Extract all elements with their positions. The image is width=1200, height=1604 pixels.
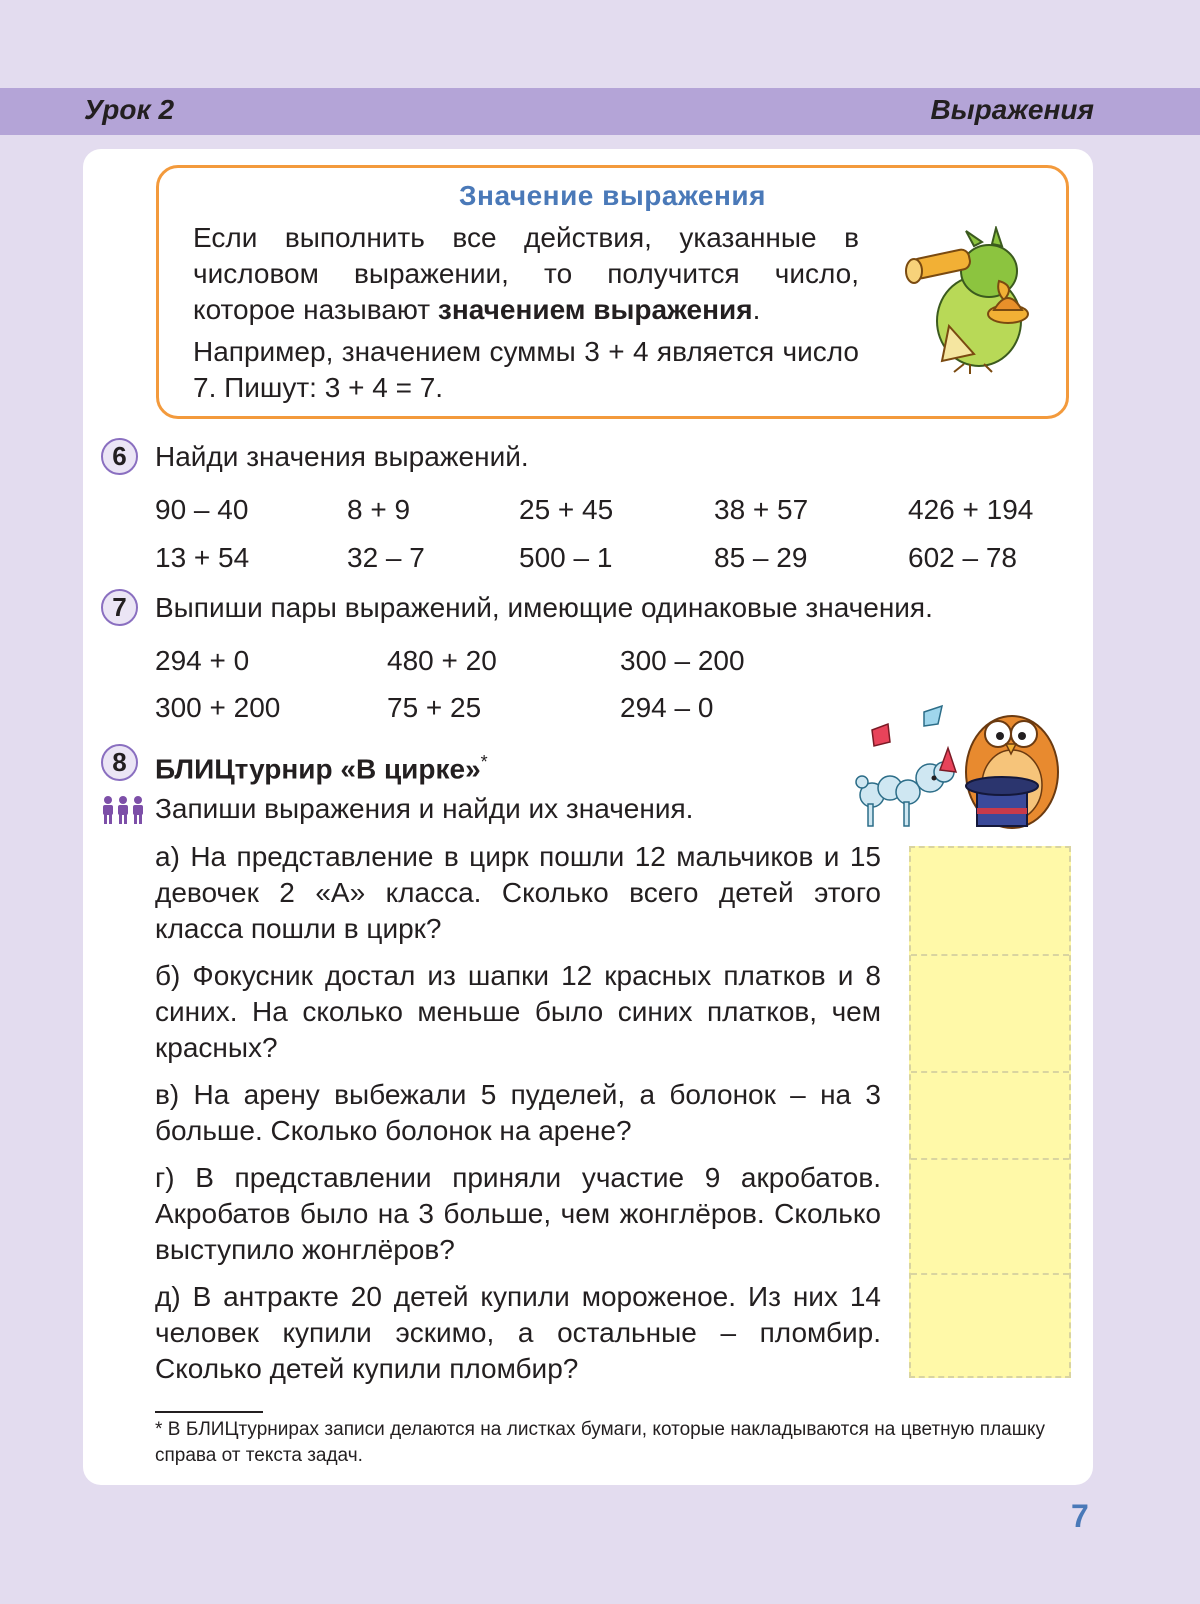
task-8-problem-e: д) В антракте 20 детей купили мороженое. Из них 14 человек купили эскимо, а остальные – пломбир. Сколько детей купили пломбир? (155, 1281, 881, 1384)
task-6-number: 6 (101, 438, 138, 475)
task-6-expr: 90 – 40 (155, 494, 249, 525)
task-8-problem-a: а) На представление в цирк пошли 12 мальчиков и 15 девочек 2 «А» класса. Сколько всего детей этого класса пошли в цирк? (155, 841, 881, 944)
answer-strip (909, 846, 1071, 1378)
footnote-divider (155, 1411, 263, 1413)
task-7-expr: 480 + 20 (387, 645, 497, 676)
task-8-number: 8 (101, 744, 138, 781)
task-7-expr: 300 – 200 (620, 645, 745, 676)
task-6-expr: 602 – 78 (908, 542, 1017, 573)
task-6-expr: 500 – 1 (519, 542, 613, 573)
task-8-text: Запиши выражения и найди их значения. (155, 793, 694, 824)
task-6-expr: 8 + 9 (347, 494, 411, 525)
task-6-expr: 13 + 54 (155, 542, 250, 573)
lesson-label: Урок 2 (84, 94, 175, 125)
rule-paragraph-definition: Если выполнить все действия, указанные в числовом выражении, то получится число, которое называют значением выражения. (193, 222, 859, 325)
page-number: 7 (1071, 1498, 1089, 1534)
task-8-title: БЛИЦтурнир «В цирке»* (155, 752, 488, 785)
rule-text (193, 220, 859, 406)
task-7-expr: 294 + 0 (155, 645, 250, 676)
task-7-text: Выпиши пары выражений, имеющие одинаковые значения. (155, 592, 933, 623)
answer-cell-divider (911, 1273, 1069, 1275)
task-7-expr: 75 + 25 (387, 692, 482, 723)
answer-cell-divider (911, 1158, 1069, 1160)
task-7-number: 7 (101, 589, 138, 626)
task-6-expr: 426 + 194 (908, 494, 1034, 525)
task-6-expr: 25 + 45 (519, 494, 614, 525)
task-6-expr: 38 + 57 (714, 494, 809, 525)
task-6-expr: 85 – 29 (714, 542, 808, 573)
rule-paragraph-example: Например, значением суммы 3 + 4 является число 7. Пишут: 3 + 4 = 7. (193, 336, 859, 403)
topic-label: Выражения (930, 94, 1094, 125)
task-6-text: Найди значения выражений. (155, 441, 529, 472)
task-8-problem-b: б) Фокусник достал из шапки 12 красных платков и 8 синих. На сколько меньше было синих платков, чем красных? (155, 960, 881, 1063)
rule-title: Значение выражения (459, 180, 766, 211)
owl-magician-and-poodle-illustration (852, 700, 1070, 835)
group-work-icon (101, 795, 145, 825)
footnote-mark: * (480, 752, 488, 772)
rule-term: значением выражения (437, 294, 753, 325)
answer-cell-divider (911, 1071, 1069, 1073)
task-8-problem-d: г) В представлении приняли участие 9 акробатов. Акробатов было на 3 больше, чем жонглёров. Сколько выступило жонглёров? (155, 1162, 881, 1265)
task-6-expr: 32 – 7 (347, 542, 425, 573)
footnote: * В БЛИЦтурнирах записи делаются на листках бумаги, которые накладываются на цветную плашку справа от текста задач. (155, 1419, 1045, 1466)
task-8-problem-c: в) На арену выбежали 5 пуделей, а болонок – на 3 больше. Сколько болонок на арене? (155, 1079, 881, 1146)
parrot-with-telescope-illustration (904, 226, 1044, 376)
task-7-expr: 294 – 0 (620, 692, 714, 723)
answer-cell-divider (911, 954, 1069, 956)
task-7-expr: 300 + 200 (155, 692, 281, 723)
